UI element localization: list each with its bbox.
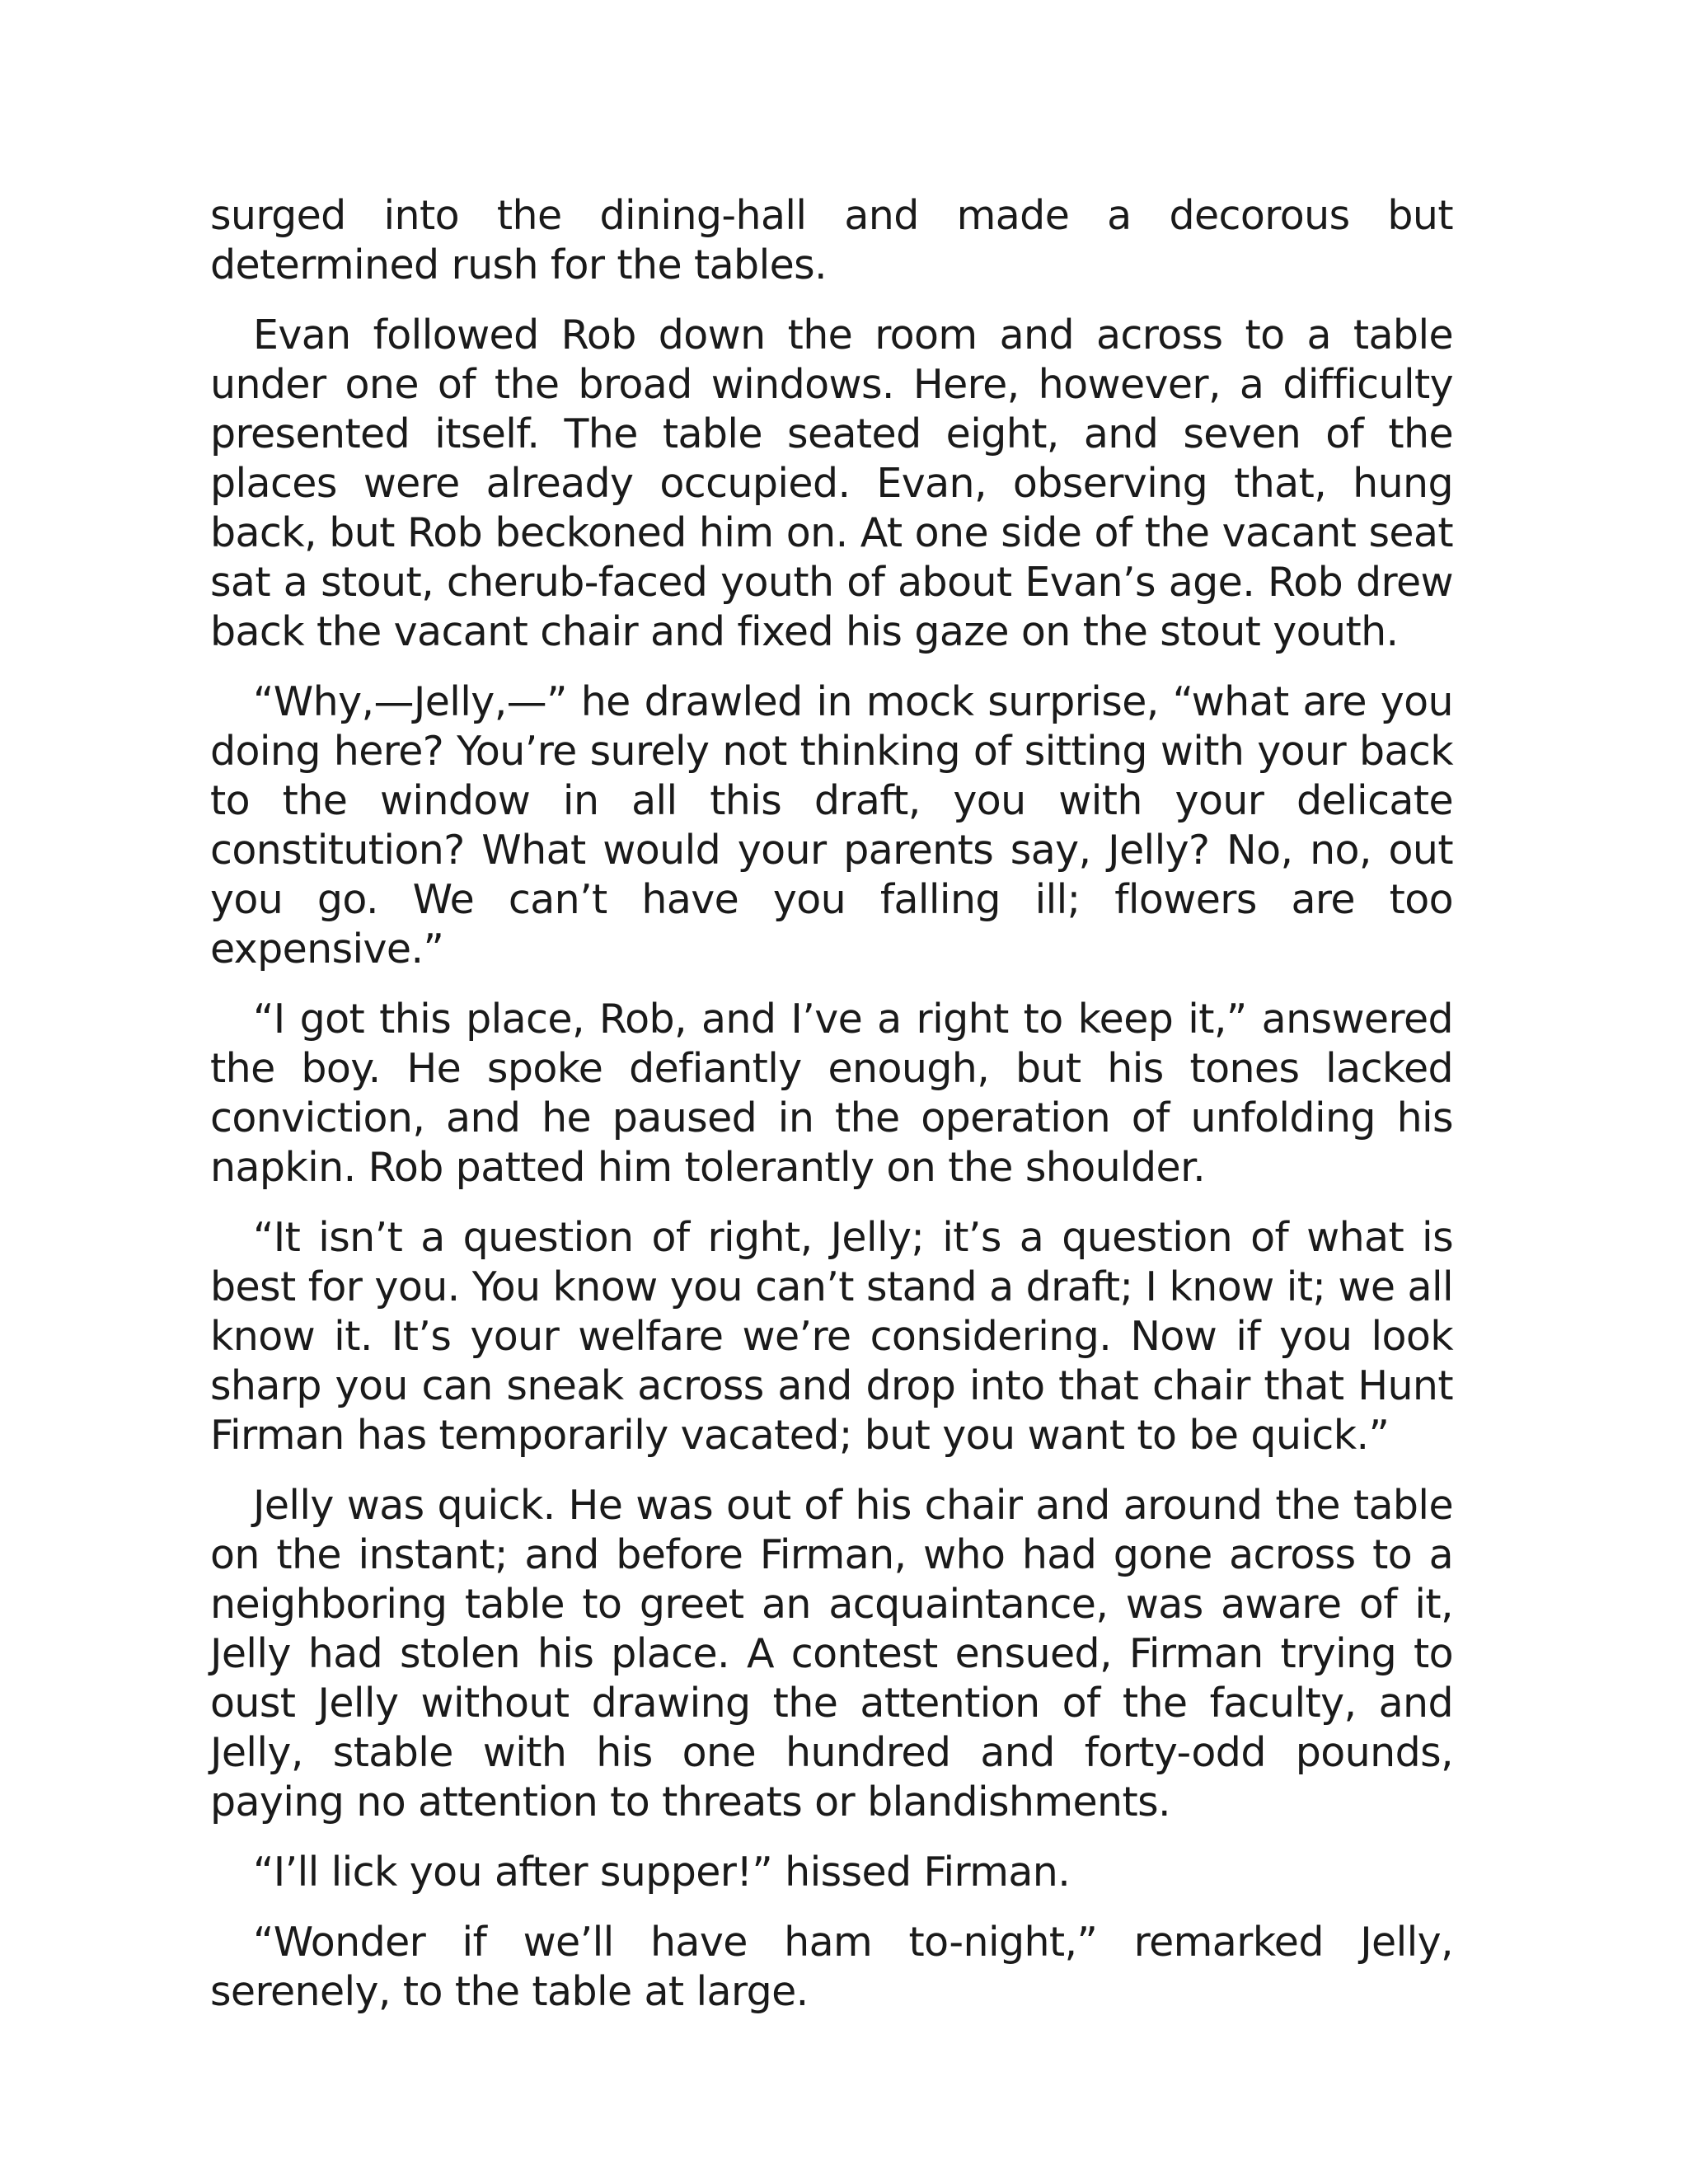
paragraph-7: “I’ll lick you after supper!” hissed Firman.: [253, 1849, 1071, 1896]
paragraph-4: “I got this place, Rob, and I’ve a right to keep it,” answered the boy. He spoke defiantly enough, but his tones lacked conviction, and he paused in the operation of unfolding his napkin. Rob patted him tolerantly on the shoulder.: [210, 996, 1453, 1191]
paragraph-8: “Wonder if we’ll have ham to-night,” remarked Jelly, serenely, to the table at large.: [210, 1919, 1453, 2015]
paragraph-3: “Why,—Jelly,—” he drawled in mock surprise, “what are you doing here? You’re surely not thinking of sitting with your back to the window in all this draft, you with your delicate constitution? What would your parents say, Jelly? No, no, out you go. We can’t have you falling ill; flowers are too expensive.”: [210, 678, 1453, 972]
document-page: [210, 191, 1453, 2037]
paragraph-5: “It isn’t a question of right, Jelly; it’s a question of what is best for you. You know you can’t stand a draft; I know it; we all know it. It’s your welfare we’re considering. Now if you look sharp you can sneak across and drop into that chair that Hunt Firman has temporarily vacated; but you want to be quick.”: [210, 1214, 1453, 1459]
paragraph-1: surged into the dining-hall and made a decorous but determined rush for the tables.: [210, 192, 1453, 288]
paragraph-2: Evan followed Rob down the room and across to a table under one of the broad windows. Here, however, a difficulty presented itself. The table seated eight, and seven of the places were already occupied. Evan, observing that, hung back, but Rob beckoned him on. At one side of the vacant seat sat a stout, cherub-faced youth of about Evan’s age. Rob drew back the vacant chair and fixed his gaze on the stout youth.: [210, 312, 1453, 655]
paragraph-6: Jelly was quick. He was out of his chair and around the table on the instant; and before Firman, who had gone across to a neighboring table to greet an acquaintance, was aware of it, Jelly had stolen his place. A contest ensued, Firman trying to oust Jelly without drawing the attention of the faculty, and Jelly, stable with his one hundred and forty-odd pounds, paying no attention to threats or blandishments.: [210, 1482, 1453, 1825]
